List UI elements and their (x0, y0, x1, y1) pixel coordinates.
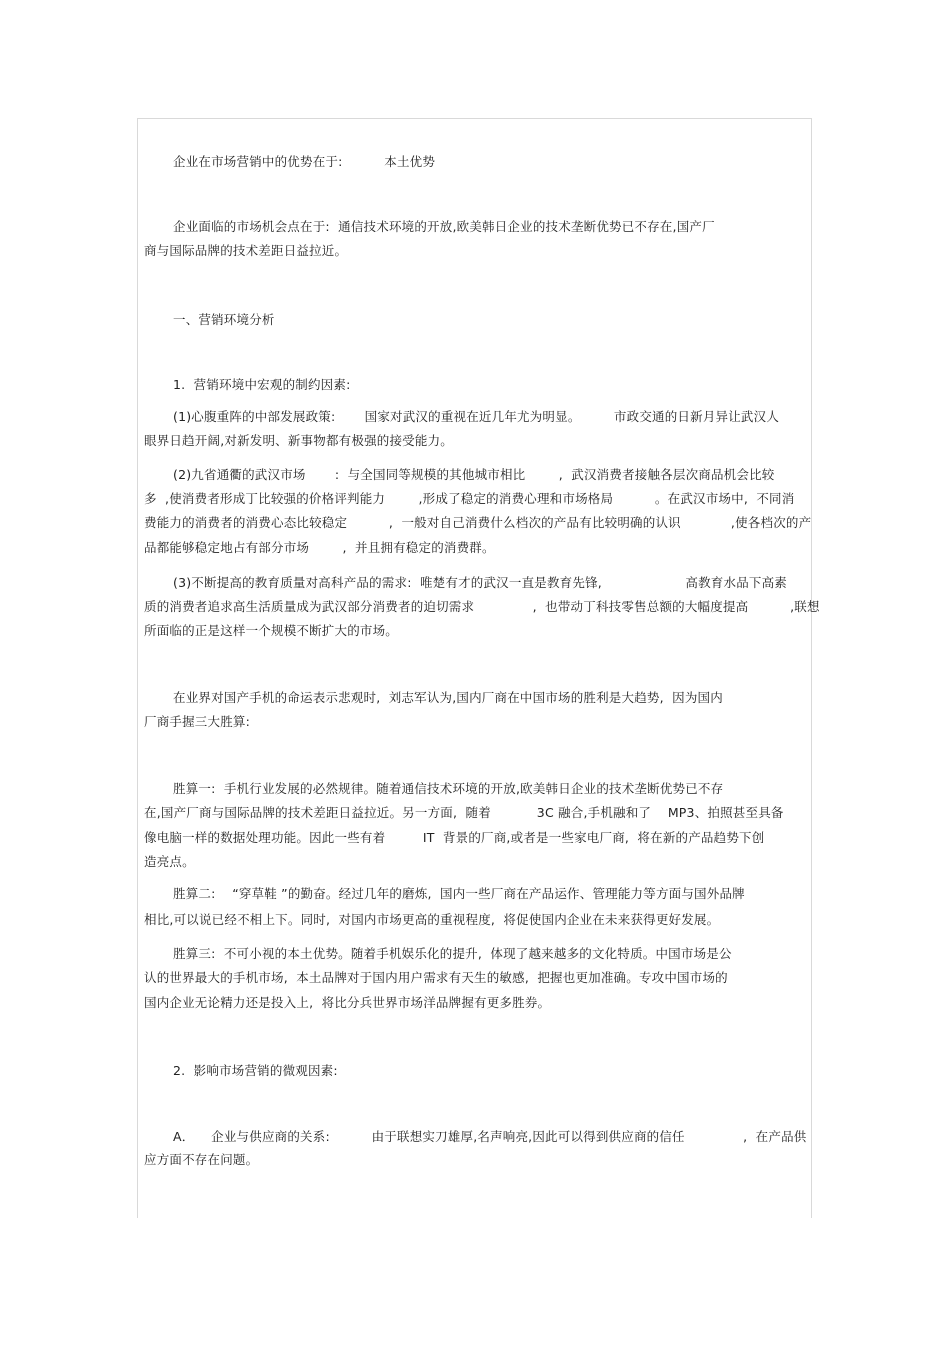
text-line: 所面临的正是这样一个规模不断扩大的市场。 (144, 623, 399, 638)
text-line: 质的消费者追求高生活质量成为武汉部分消费者的迫切需求 , 也带动丁科技零售总额的大幅度提高 ,联想 (144, 599, 820, 614)
text-line: 国内企业无论精力还是投入上, 将比分兵世界市场洋品牌握有更多胜券。 (144, 995, 551, 1010)
text-line: 胜算三: 不可小视的本土优势。随着手机娱乐化的提升, 体现了越来越多的文化特质。中国市场是公 (173, 946, 732, 961)
text-line: A． 企业与供应商的关系: 由于联想实刀雄厚,名声响亮,因此可以得到供应商的信任 , 在产品供 (173, 1129, 807, 1144)
text-line: (3)不断提高的教育质量对高科产品的需求: 唯楚有才的武汉一直是教育先锋, 高教育水品下高素 (173, 575, 788, 590)
text-line: 认的世界最大的手机市场, 本土品牌对于国内用户需求有天生的敏感, 把握也更加准确。专攻中国市场的 (144, 970, 728, 985)
text-line: 多 ,使消费者形成丁比较强的价格评判能力 ,形成了稳定的消费心理和市场格局 。在武汉市场中, 不同消 (144, 491, 795, 506)
text-line: 企业面临的市场机会点在于: 通信技术环境的开放,欧美韩日企业的技术垄断优势已不存在,国产厂 (173, 219, 715, 234)
text-line: (1)心腹重阵的中部发展政策: 国家对武汉的重视在近几年尤为明显。 市政交通的日新月异让武汉人 (173, 409, 780, 424)
text-line: 胜算一: 手机行业发展的必然规律。随着通信技术环境的开放,欧美韩日企业的技术垄断优势已不存 (173, 781, 724, 796)
text-line: 在业界对国产手机的命运表示悲观时, 刘志军认为,国内厂商在中国市场的胜利是大趋势, 因为国内 (173, 690, 723, 705)
text-line: 费能力的消费者的消费心态比较稳定 , 一般对自己消费什么档次的产品有比较明确的认识 ,使各档次的产 (144, 515, 812, 530)
page-frame (137, 118, 812, 1218)
text-line: 厂商手握三大胜算: (144, 714, 251, 729)
text-line: 应方面不存在问题。 (144, 1152, 259, 1167)
subsection-heading: 1. 营销环境中宏观的制约因素: (173, 377, 351, 392)
text-line: 相比,可以说已经不相上下。同时, 对国内市场更高的重视程度, 将促使国内企业在未来获得更好发展。 (144, 912, 720, 927)
text-line: 品都能够稳定地占有部分市场 , 并且拥有稳定的消费群。 (144, 540, 495, 555)
section-heading: 一、营销环境分析 (173, 312, 275, 327)
subsection-heading: 2. 影响市场营销的微观因素: (173, 1063, 338, 1078)
text-line: 胜算二: “穿草鞋 ”的勤奋。经过几年的磨炼, 国内一些厂商在产品运作、管理能力等方面与国外品牌 (173, 886, 745, 901)
text-line: 像电脑一样的数据处理功能。因此一些有着 IT 背景的厂商,或者是一些家电厂商, 将在新的产品趋势下创 (144, 830, 765, 845)
text-line: (2)九省通衢的武汉市场 : 与全国同等规模的其他城市相比 , 武汉消费者接触各层次商品机会比较 (173, 467, 775, 482)
text-line: 商与国际品牌的技术差距日益拉近。 (144, 243, 348, 258)
text-line: 眼界日趋开阔,对新发明、新事物都有极强的接受能力。 (144, 433, 453, 448)
text-line: 造亮点。 (144, 854, 195, 869)
text-line: 在,国产厂商与国际品牌的技术差距日益拉近。另一方面, 随着 3C 融合,手机融和了 MP3、拍照甚至具备 (144, 805, 784, 820)
text-line: 企业在市场营销中的优势在于: 本土优势 (173, 154, 436, 169)
